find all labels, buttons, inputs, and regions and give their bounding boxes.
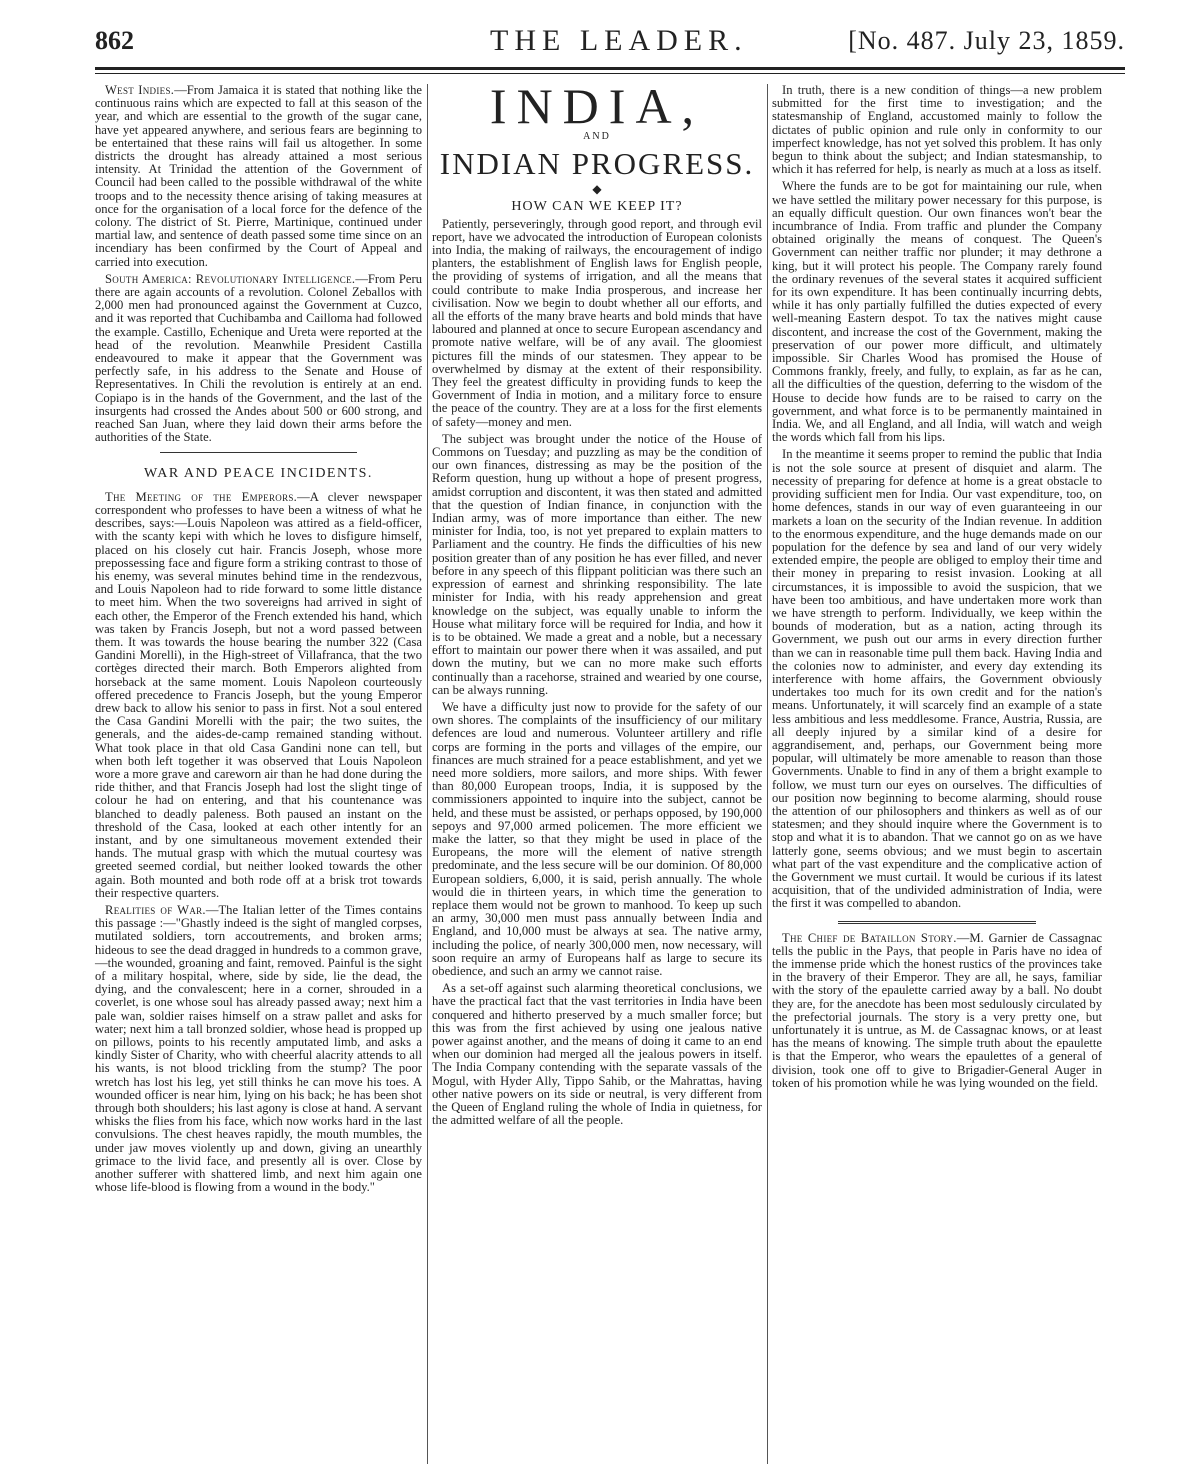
article-paragraph: The subject was brought under the notice of the House of Commons on Tuesday; and puzzling as may be the condition of our own finances, distressing as may be the position of the Reform question, hung up without a hope of present progress, amidst corruption and discontent, it was then stated and admitted that the question of Indian finance, in conjunction with the Indian army, was of more importance than either. The new minister for India, too, is not yet prepared to explain matters to Parliament and the country. He finds the difficulties of his new position greater than of any position he has ever filled, and never before in any speech of this flippant politician was there such an expression of earnest and shrinking responsibility. The late minister for India, with his ready apprehension and great knowledge on the subject, was equally unable to inform the House what military force will be required for India, and how it is to be obtained. We made a great and a noble, but a necessary effort to maintain our power there when it was assailed, and put down the mutiny, but we can no more make such efforts continually than a racehorse, strained and wearied by one course, can be always running. [432,431,762,697]
article-heading: HOW CAN WE KEEP IT? [511,199,683,215]
title-and: AND [583,131,611,142]
masthead-rule-thick [95,67,1125,70]
masthead [95,18,1125,58]
article-text: —From Jamaica it is stated that nothing like the continuous rains which are expected to fall at this season of the year, and which are essential to the growth of the sugar cane, have yet appeared anywhere, and serious fears are beginning to be entertained that these rains will fail us altogether. In some districts the drought has already attained a most serious intensity. At Trinidad the attention of the Government of Council had been called to the possible withdrawal of the white troops and to the necessity thence arising of taking measures at once for the organisation of a local force for the defence of the colony. The district of St. Pierre, Martinique, continued under martial law, and sentence of death passed some time since on an incendiary has been confirmed by the Court of Appeal and carried into execution. [95,83,422,269]
article-paragraph: Where the funds are to be got for maintaining our rule, when we have settled the military power necessary for this purpose, is an equally difficult question. Our own finances won't bear the incumbrance of India. From traffic and plunder the Company obtained originally the means of conquest. The Queen's Government can neither traffic nor plunder; it may dethrone a king, but it will protect his people. The Company rarely found the ordinary revenues of the several states it acquired sufficient for its own expenditure. It has been continually incurring debts, while it has only partially fulfilled the duties expected of every well-meaning Eastern despot. To tax the natives might cause discontent, and increase the cost of the Government, making the preservation of our power more difficult, and ultimately impossible. Sir Charles Wood has promised the House of Commons frankly, freely, and fully, to explain, as far as he can, all the difficulties of the question, deferring to the wisdom of the House to decide how funds are to be raised to carry on the government, and what force is to be permanently maintained in India. We, and all England, and all India, will watch and weigh the words which fall from his lips. [772,179,1102,445]
page-number: 862 [95,26,134,55]
article-garnier [772,932,1102,1090]
issue-date: [No. 487. July 23, 1859. [848,26,1125,55]
article-realities [95,904,422,1194]
article-text: —A clever newspaper correspondent who professes to have been a witness of what he describes, says:—Louis Napoleon was attired as a field-officer, with the scanty kepi with which he loves to disfigure himself, placed on his closely cut hair. Francis Joseph, whose more prepossessing face and figure form a striking contrast to those of his enemy, was several minutes behind time in the rendezvous, and Louis Napoleon had to ride forward to some little distance to meet him. When the two sovereigns had arrived in sight of each other, the Emperor of the French extended his hand, which was taken by Francis Joseph, but not a word passed between them. It was towards the house bearing the number 322 (Casa Gandini Morelli), in the High-street of Villafranca, that the two cortèges directed their march. Both Emperors alighted from horseback at the same moment. Louis Napoleon courteously offered precedence to Francis Joseph, but the young Emperor drew back to allow his senior to pass in first. Not a soul entered the Casa Gandini Morelli with the pair; the two suites, the generals, and the aides-de-camp remained standing without. What took place in that old Casa Gandini none can tell, but when both left together it was observed that Louis Napoleon wore a more grave and careworn air than he had done during the ride thither, and that Francis Joseph had lost the slight tinge of colour he had on entering, and that his countenance was blanched to deadly paleness. Both paused an instant on the threshold of the Casa, looked at each other intently for an instant, and by one simultaneous movement extended their hands. The mutual grasp with which the mutual courtesy was greeted seemed cordial, but neither looked towards the other again. Both mounted and both rode off at a brisk trot towards their respective quarters. [95,489,422,900]
article-lead: The Chief de Bataillon Story. [782,930,957,945]
article-south-america [95,273,422,445]
article-lead: The Meeting of the Emperors. [105,489,298,504]
column-left [95,84,422,1464]
section-divider [160,452,356,453]
indian-progress-title: INDIAN PROGRESS. [439,146,755,182]
article-paragraph: We have a difficulty just now to provide for the safety of our own shores. The complaints of the insufficiency of our military defences are loud and numerous. Volunteer artillery and rifle corps are forming in the ports and villages of the empire, our finances are much strained for a peace establishment, and yet we need more soldiers, more sailors, and more ships. With fewer than 80,000 European troops, India, it is supposed by the commissioners appointed to inquire into the subject, cannot be held, and these must be assisted, or perhaps opposed, by 190,000 sepoys and 97,000 armed policemen. The more efficient we make the latter, so that they might be used in place of the Europeans, the more will the element of native strength predominate, and the less secure will be our dominion. Of 80,000 European soldiers, 6,000, it is said, perish annually. The whole would die in thirteen years, in which time the generation to replace them would not be grown to manhood. To keep up such an army, 30,000 men must pass annually between India and England, and 10,000 must be always at sea. The native army, including the police, of nearly 300,000 men, now necessary, will soon require an army of Europeans half as large to secure its obedience, and such an army we cannot raise. [432,699,762,978]
article-text: —The Italian letter of the Times contains this passage :—"Ghastly indeed is the sight of mangled corpses, mutilated soldiers, torn accoutrements, and broken arms; hideous to see the dead dragged in hundreds to a common grave,—the wounded, groaning and faint, removed. Painful is the sight of a military hospital, where, side by side, lie the dead, the dying, and the convalescent; here in a corner, shrouded in a coverlet, is one whose soul has already passed away; next him a pale wan, soldier raises himself on a straw pallet and asks for water; next him a tall bronzed soldier, whose head is propped up on pillows, points to his recently amputated limb, and asks a kindly Sister of Charity, who with cheerful alacrity attends to all his wants, is not blood trickling from the stump? The poor wretch has lost his leg, yet still thinks he can move his toes. A wounded officer is near him, lying on his back; he has been shot through both shoulders; his last agony is close at hand. A servant whisks the flies from his face, which now works hard in the last convulsions. The chest heaves rapidly, the mouth mumbles, the under jaw moves violently up and down, giving an unearthly grimace to the livid face, and presently all is over. Close by another sufferer with shattered limb, and next him again one whose life-blood is flowing from a wound in the body." [95,902,422,1195]
article-lead: West Indies. [105,83,175,97]
india-title: INDIA, [489,78,705,134]
article-meeting [95,491,422,900]
article-paragraph: In the meantime it seems proper to remind the public that India is not the sole source at present of disquiet and alarm. The necessity of preparing for defence at home is a great obstacle to providing sufficient men for India. Our vast expenditure, too, on home defences, stands in our way of even guaranteeing in our markets a loan on the security of the Indian revenue. In addition to the enormous expenditure, and the huge demands made on our population for the defence by sea and land of our very widely extended empire, the people are obliged to employ their time and their money in preparing to resist invasion. Looking at all circumstances, it is impossible to avoid the suspicion, that we have been too ambitious, and have undertaken more work than we have strength to perform. Individually, we keep within the bounds of moderation, but as a nation, acting through its Government, we push out our arms in every direction further than we can in reasonable time pull them back. Having India and the colonies now to administer, and every day extending its interference with home affairs, the Government obviously undertakes too much for its own credit and for the nation's means. Unfortunately, it will scarcely find an example of a state less ambitious and less meddlesome. France, Austria, Russia, are all deeply injured by a similar kind of a desire for aggrandisement, and, perhaps, our Government being more popular, will ultimately be more amenable to reason than those Governments. Unable to find in any of them a bright example to follow, we must turn our eyes on ourselves. The difficulties of our position now beginning to become alarming, should rouse the attention of our philosophers and thinkers as well as of our statesmen; and they should inquire where the Government is to stop and what it is to abandon. That we cannot go on as we have latterly gone, seems obvious; and we must begin to ascertain what part of the vast expenditure and the complicative action of the Government we must curtail. It would be curious if its latest acquisition, that of the undivided administration of India, were the first it was compelled to abandon. [772,447,1102,911]
article-paragraph: Patiently, perseveringly, through good report, and through evil report, have we advocated the introduction of European colonists into India, the making of railways, the encouragement of indigo planters, the establishment of English laws for English people, the providing of systems of irrigation, and all the means that could contribute to make India prosperous, and increase her civilisation. Now we begin to doubt whether all our efforts, and all the efforts of the many brave hearts and bold minds that have laboured and planned at once to secure European ascendancy and promote native welfare, will be of any avail. The gloomiest pictures fill the minds of our statesmen. They appear to be overwhelmed by dismay at the extent of their responsibility. They feel the greatest difficulty in providing funds to keep the Government of India in motion, and a military force to ensure the peace of the country. They are at a loss for the first elements of safety—money and men. [432,216,762,429]
newspaper-title: THE LEADER. [490,24,748,57]
article-paragraph: In truth, there is a new condition of things—a new problem submitted for the first time to investigation; and the statesmanship of England, accustomed mainly to follow the dictates of public opinion and rule only in conformity to our imperfect knowledge, has not yet solved this problem. It has only begun to think about the subject; and Indian statesmanship, to which it has referred for help, is nearly as much at a loss as itself. [772,83,1102,177]
article-text: —M. Garnier de Cassagnac tells the public in the Pays, that people in Paris have no idea of the immense pride which the honest rustics of the provinces take in the bravery of their Emperor. They are all, he says, familiar with the story of the epaulette carried away by a ball. No doubt they are, for the anecdote has been most sedulously circulated by the prefectorial journals. The story is a very pretty one, but unfortunately it is untrue, as M. de Cassagnac knows, or at least has the means of knowing. The simple truth about the epaulette is that the Emperor, who wears the epaulettes of a general of division, took one off to give to Brigadier-General Auger in token of his promotion while he was lying wounded on the field. [772,930,1103,1090]
column-separator [427,84,428,1464]
section-heading: WAR AND PEACE INCIDENTS. [144,466,373,482]
masthead-rule-thin [95,73,1125,74]
article-west-indies [95,84,422,269]
column-separator [767,84,768,1464]
column-right [772,84,1102,1464]
article-lead: Realities of War. [105,902,206,917]
article-paragraph: As a set-off against such alarming theoretical conclusions, we have the practical fact that the vast territories in India have been conquered and hitherto preserved by a much smaller force; but this was from the first achieved by using one jealous native power against another, and the means of doing it came to an end when our dominion had merged all the jealous powers in itself. The India Company contending with the separate vassals of the Mogul, with Hyder Ally, Tippo Sahib, or the Mahrattas, having other native powers on its side or neutral, is very different from the Queen of England ruling the whole of India in quietness, for the admitted welfare of all the people. [432,981,762,1128]
ornament-divider: ◆ [592,182,602,197]
column-middle [432,78,762,1464]
article-text: —From Peru there are again accounts of a revolution. Colonel Zeballos with 2,000 men had pronounced against the Government at Cuzco, and it was reported that Cuchibamba and Cailloma had followed the example. Castillo, Echenique and Ureta were reported at the head of the revolution. Meanwhile President Castilla endeavoured to make it appear that the Government was perfectly safe, in his address to the Senate and House of Representatives. In Chili the revolution is entirely at an end. Copiapo is in the hands of the Government, and the last of the insurgents had crossed the Andes about 500 or 600 strong, and reached San Juan, where they laid down their arms before the authorities of the State. [95,271,422,445]
section-divider [838,921,1036,924]
article-lead: South America: Revolutionary Intelligence. [105,271,356,286]
